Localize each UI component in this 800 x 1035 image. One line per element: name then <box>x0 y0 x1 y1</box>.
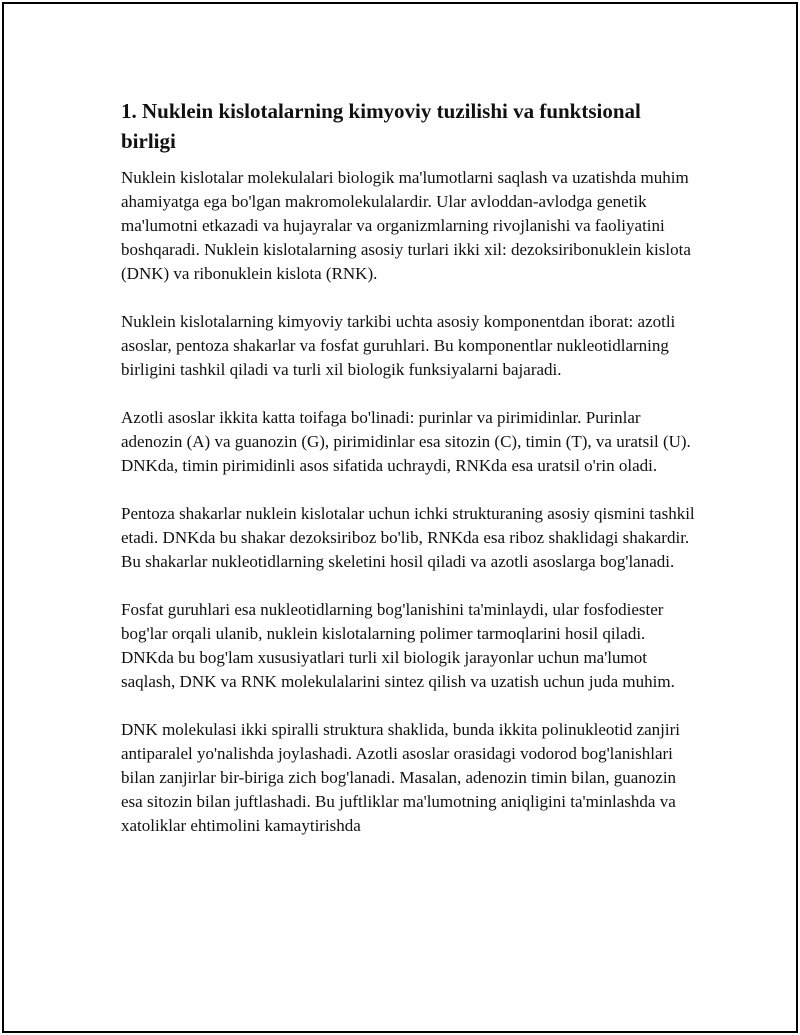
document-page <box>2 2 798 1033</box>
paragraph-2: Nuklein kislotalarning kimyoviy tarkibi uchta asosiy komponentdan iborat: azotli asoslar, pentoza shakarlar va fosfat guruhlari. Bu komponentlar nukleotidlarning birligini tashkil qiladi va turli xil biologik funksiyalarni bajaradi. <box>121 312 676 379</box>
paragraph-5: Fosfat guruhlari esa nukleotidlarning bog'lanishini ta'minlaydi, ular fosfodiester bog'lar orqali ulanib, nuklein kislotalarning polimer tarmoqlarini hosil qiladi. DNKda bu bog'lam xususiyatlari turli xil biologik jarayonlar uchun ma'lumot saqlash, DNK va RNK molekulalarini sintez qilish va uzatish uchun juda muhim. <box>121 600 675 691</box>
section-heading: 1. Nuklein kislotalarning kimyoviy tuzilishi va funktsional birligi <box>121 99 641 153</box>
paragraph-4: Pentoza shakarlar nuklein kislotalar uchun ichki strukturaning asosiy qismini tashkil etadi. DNKda bu shakar dezoksiriboz bo'lib, RNKda esa riboz shaklidagi shakardir. Bu shakarlar nukleotidlarning skeletini hosil qiladi va azotli asoslarga bog'lanadi. <box>121 504 695 571</box>
paragraph-1: Nuklein kislotalar molekulalari biologik ma'lumotlarni saqlash va uzatishda muhim ahamiyatga ega bo'lgan makromolekulalardir. Ular avloddan-avlodga genetik ma'lumotni etkazadi va hujayralar va organizmlarning rivojlanishi va faoliyatini boshqaradi. Nuklein kislotalarning asosiy turlari ikki xil: dezoksiribonuklein kislota (DNK) va ribonuklein kislota (RNK). <box>121 168 691 283</box>
document-content <box>121 96 696 862</box>
paragraph-6: DNK molekulasi ikki spiralli struktura shaklida, bunda ikkita polinukleotid zanjiri antiparalel yo'nalishda joylashadi. Azotli asoslar orasidagi vodorod bog'lanishlari bilan zanjirlar bir-biriga zich bog'lanadi. Masalan, adenozin timin bilan, guanozin esa sitozin bilan juftlashadi. Bu juftliklar ma'lumotning aniqligini ta'minlashda va xatoliklar ehtimolini kamaytirishda <box>121 720 681 835</box>
paragraph-3: Azotli asoslar ikkita katta toifaga bo'linadi: purinlar va pirimidinlar. Purinlar adenozin (A) va guanozin (G), pirimidinlar esa sitozin (C), timin (T), va uratsil (U). DNKda, timin pirimidinli asos sifatida uchraydi, RNKda esa uratsil o'rin oladi. <box>121 408 691 475</box>
